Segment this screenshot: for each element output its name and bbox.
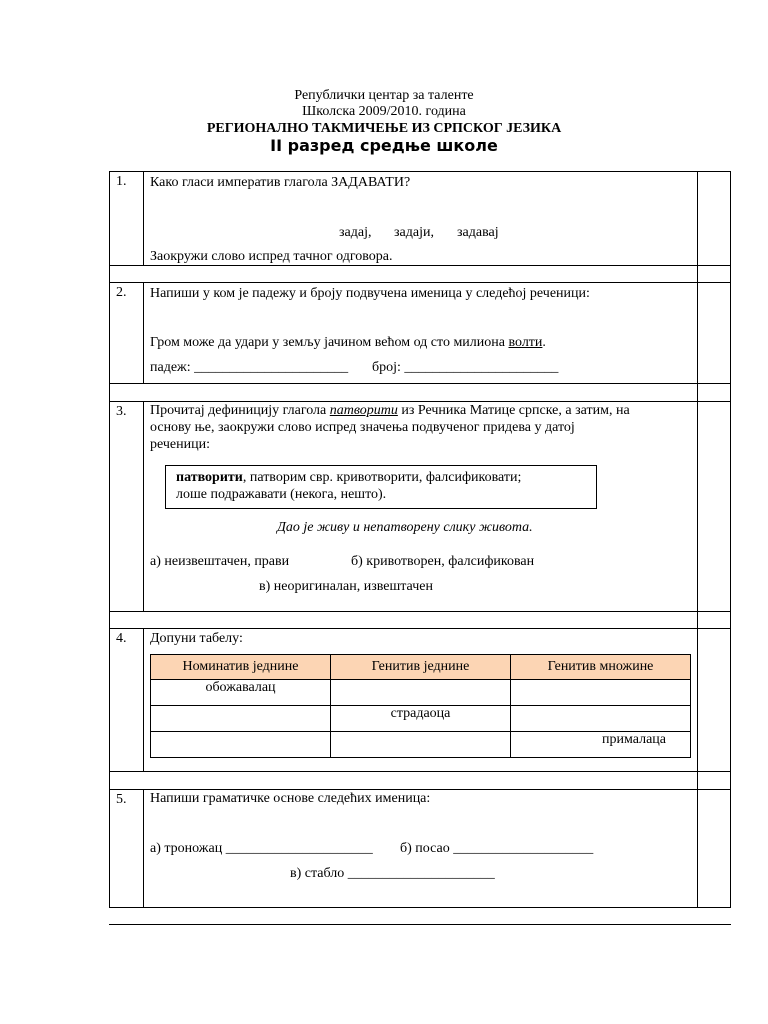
question-3-option-b[interactable]: б) кривотворен, фалсификован <box>351 554 535 569</box>
question-2-number: 2. <box>116 285 127 300</box>
question-5-option-a[interactable]: а) троножац _____________________ <box>150 841 373 856</box>
table-header-cell: Номинатив једнине <box>151 655 331 680</box>
table-header-cell: Генитив множине <box>511 655 691 680</box>
question-3-option-a[interactable]: а) неизвештачен, прави <box>150 554 290 569</box>
separator-row <box>109 771 731 790</box>
table-row <box>151 680 691 706</box>
table-cell[interactable] <box>151 732 331 758</box>
question-1-box <box>109 171 731 266</box>
case-answer-field[interactable]: падеж: ______________________ <box>150 360 349 375</box>
declension-table <box>150 654 691 758</box>
definition-headword: патворити <box>176 470 243 485</box>
page-bottom-rule <box>109 924 731 925</box>
question-5-box <box>109 789 731 908</box>
table-cell[interactable]: страдаоца <box>331 706 511 732</box>
question-2-box <box>109 282 731 384</box>
header-grade: II разред средње школе <box>270 136 498 155</box>
table-cell[interactable] <box>331 732 511 758</box>
question-1-option[interactable]: задавај <box>457 225 499 240</box>
question-3-prompt-line3: реченици: <box>150 437 210 452</box>
table-cell[interactable]: обожавалац <box>151 680 331 706</box>
dictionary-definition-box: патворити, патворим свр. кривотворити, фалсификовати; лоше подражавати (некога, нешто). <box>165 465 597 509</box>
separator-row <box>109 611 731 629</box>
header-center-name: Републички центар за таленте <box>294 88 474 103</box>
underlined-noun: волти <box>508 335 543 350</box>
header-competition-title: РЕГИОНАЛНО ТАКМИЧЕЊЕ ИЗ СРПСКОГ ЈЕЗИКА <box>206 121 562 136</box>
question-3-box <box>109 401 731 612</box>
header-school-year: Школска 2009/2010. година <box>302 104 466 119</box>
question-4-prompt: Допуни табелу: <box>150 631 243 646</box>
question-5-number: 5. <box>116 792 127 807</box>
question-1-number: 1. <box>116 174 127 189</box>
question-1-option[interactable]: задај, <box>339 225 372 240</box>
table-cell[interactable] <box>151 706 331 732</box>
question-1-instruction: Заокружи слово испред тачног одговора. <box>150 249 393 264</box>
table-cell[interactable] <box>511 680 691 706</box>
separator-row <box>109 383 731 402</box>
question-5-option-c[interactable]: в) стабло _____________________ <box>290 866 495 881</box>
question-4-box <box>109 628 731 772</box>
example-sentence: Дао је живу и непатворену слику живота. <box>277 520 533 535</box>
question-3-number: 3. <box>116 404 127 419</box>
question-3-prompt-line1: Прочитај дефиницију глагола патворити из Речника Матице српске, а затим, на <box>150 403 630 418</box>
table-row <box>151 732 691 758</box>
question-2-prompt: Напиши у ком је падежу и броју подвучена именица у следећој реченици: <box>150 286 590 301</box>
table-header-row <box>151 655 691 680</box>
question-5-prompt: Напиши граматичке основе следећих именица: <box>150 791 431 806</box>
table-cell[interactable] <box>511 706 691 732</box>
verb-patvoriti: патворити <box>329 403 398 418</box>
table-cell[interactable] <box>331 680 511 706</box>
question-3-prompt-line2: основу ње, заокружи слово испред значења подвученог придева у датој <box>150 420 575 435</box>
question-3-option-c[interactable]: в) неоригиналан, извештачен <box>259 579 433 594</box>
question-1-option[interactable]: задаји, <box>394 225 434 240</box>
table-header-cell: Генитив једнине <box>331 655 511 680</box>
separator-row <box>109 265 731 283</box>
question-4-number: 4. <box>116 631 127 646</box>
question-1-prompt: Како гласи императив глагола ЗАДАВАТИ? <box>150 175 411 190</box>
question-2-sentence: Гром може да удари у земљу јачином већом од сто милиона волти. <box>150 335 546 350</box>
table-row <box>151 706 691 732</box>
table-cell[interactable]: прималаца <box>511 732 691 758</box>
number-answer-field[interactable]: број: ______________________ <box>372 360 559 375</box>
question-5-option-b[interactable]: б) посао ____________________ <box>400 841 594 856</box>
